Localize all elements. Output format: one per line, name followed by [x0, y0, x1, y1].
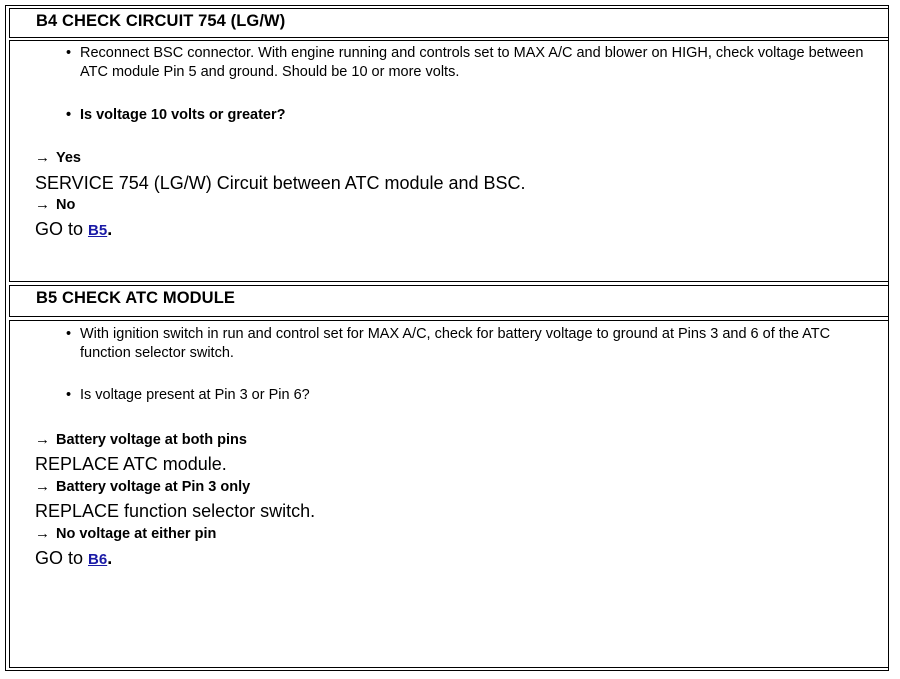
b5-answer-none [35, 525, 216, 542]
b4-action-yes: SERVICE 754 (LG/W) Circuit between ATC module and BSC. [35, 173, 526, 193]
answer-label: Battery voltage at both pins [56, 432, 247, 448]
link-b6[interactable]: B6 [88, 551, 108, 568]
arrow-right-icon: → [35, 149, 50, 166]
b5-answer-pin3 [35, 478, 250, 495]
b5-bullet-1 [66, 325, 881, 363]
b5-title: B5 CHECK ATC MODULE [36, 289, 235, 307]
b4-answer-no [35, 196, 75, 213]
b4-action-no [35, 219, 112, 240]
bullet-icon: • [66, 387, 72, 403]
arrow-right-icon: → [35, 478, 50, 495]
b5-body [9, 320, 889, 668]
b4-answer-yes [35, 149, 81, 166]
b4-header [9, 8, 889, 38]
arrow-right-icon: → [35, 196, 50, 213]
link-b5[interactable]: B5 [88, 222, 108, 239]
b4-bullet-1 [66, 44, 876, 82]
answer-label: Battery voltage at Pin 3 only [56, 479, 251, 495]
answer-label: No [56, 197, 76, 213]
bullet-icon: • [66, 107, 72, 123]
b5-action-both: REPLACE ATC module. [35, 454, 227, 474]
b4-bullet-2 [66, 106, 286, 125]
answer-label: Yes [56, 150, 81, 166]
action-text: GO to [35, 548, 89, 568]
b5-header [9, 285, 889, 317]
b5-answer-both [35, 431, 247, 448]
arrow-right-icon: → [35, 431, 50, 448]
b5-bullet-1-text: With ignition switch in run and control set for MAX A/C, check for battery voltage to ground at Pins 3 and 6 of the ATC function selector switch. [80, 326, 831, 361]
b5-bullet-2 [66, 386, 310, 405]
arrow-right-icon: → [35, 525, 50, 542]
b5-action-none [35, 548, 112, 569]
action-text: GO to [35, 219, 89, 239]
bullet-icon: • [66, 326, 72, 342]
b4-body [9, 40, 889, 282]
b4-bullet-2-text: Is voltage 10 volts or greater? [80, 107, 286, 123]
bullet-icon: • [66, 45, 72, 61]
b4-bullet-1-text: Reconnect BSC connector. With engine running and controls set to MAX A/C and blower on HIGH, check voltage between ATC module Pin 5 and ground. Should be 10 or more volts. [80, 45, 864, 80]
b4-title: B4 CHECK CIRCUIT 754 (LG/W) [36, 12, 286, 30]
action-suffix: . [107, 219, 113, 239]
answer-label: No voltage at either pin [56, 526, 217, 542]
action-suffix: . [107, 548, 113, 568]
b5-action-pin3: REPLACE function selector switch. [35, 501, 316, 521]
b5-bullet-2-text: Is voltage present at Pin 3 or Pin 6? [80, 387, 310, 403]
